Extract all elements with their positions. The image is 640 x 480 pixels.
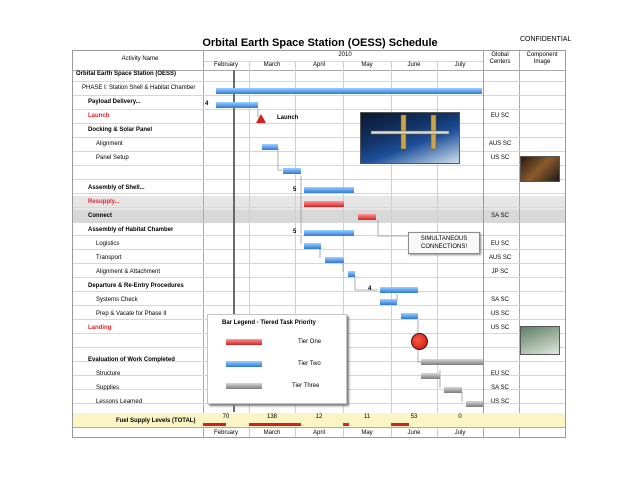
bar-assembly-shell bbox=[304, 187, 354, 193]
center-connect: SA SC bbox=[491, 213, 509, 219]
fuel-value-2: 12 bbox=[315, 414, 323, 420]
global-centers-header: Global Centers bbox=[489, 52, 511, 65]
center-panel-setup: US SC bbox=[490, 155, 510, 161]
bar-legend bbox=[207, 314, 347, 404]
legend-tier-three-label: Tier Three bbox=[292, 383, 320, 389]
legend-tier-two-swatch bbox=[226, 361, 262, 367]
count-habitat: 5 bbox=[293, 229, 297, 235]
center-structure: EU SC bbox=[490, 371, 510, 377]
center-prep-vacate: US SC bbox=[490, 311, 510, 317]
row-resupply: Resupply... bbox=[88, 199, 120, 205]
space-station-photo bbox=[360, 112, 460, 164]
fuel-level-bar-2 bbox=[295, 423, 301, 426]
component-image-header: Component Image bbox=[526, 52, 558, 65]
legend-tier-one-label: Tier One bbox=[298, 339, 322, 345]
center-transport: AUS SC bbox=[488, 255, 512, 261]
bar-logistics bbox=[304, 243, 321, 249]
launch-milestone-icon bbox=[256, 114, 266, 123]
row-payload-delivery: Payload Delivery... bbox=[88, 99, 141, 105]
fuel-level-bar-1 bbox=[249, 423, 295, 426]
bar-panel-setup bbox=[283, 168, 301, 174]
bar-supplies bbox=[444, 387, 462, 393]
row-assembly-shell: Assembly of Shell... bbox=[88, 185, 145, 191]
count-departure: 4 bbox=[368, 286, 372, 292]
month-february-top: February bbox=[213, 62, 238, 68]
bar-connect bbox=[358, 214, 376, 220]
page-title: Orbital Earth Space Station (OESS) Schedule bbox=[202, 37, 438, 49]
row-lessons-learned: Lessons Learned bbox=[96, 399, 143, 405]
row-supplies: Supplies bbox=[96, 385, 120, 391]
row-launch: Launch bbox=[88, 113, 110, 119]
month-june-top: June bbox=[407, 62, 421, 68]
bar-evaluation bbox=[421, 359, 483, 365]
fuel-value-4: 53 bbox=[410, 414, 418, 420]
row-docking: Docking & Solar Panel bbox=[88, 127, 153, 133]
center-landing: US SC bbox=[490, 325, 510, 331]
fuel-value-1: 138 bbox=[266, 414, 277, 420]
year-header: 2010 bbox=[338, 52, 352, 58]
row-evaluation: Evaluation of Work Completed bbox=[88, 357, 175, 363]
row-alignment-attachment: Alignment & Attachment bbox=[96, 269, 161, 275]
bar-payload-delivery bbox=[216, 102, 258, 108]
mission-patch-icon bbox=[411, 333, 428, 350]
legend-tier-three-swatch bbox=[226, 383, 262, 389]
fuel-level-bar-0 bbox=[203, 423, 226, 426]
month-may-top: May bbox=[361, 62, 373, 68]
row-oess: Orbital Earth Space Station (OESS) bbox=[76, 71, 177, 77]
month-march-bottom: March bbox=[263, 430, 281, 436]
row-logistics: Logistics bbox=[96, 241, 120, 247]
landing-site-photo bbox=[520, 326, 560, 355]
bar-phase-1 bbox=[216, 88, 482, 94]
center-systems-check: SA SC bbox=[491, 297, 509, 303]
space-station-drawing bbox=[361, 113, 459, 163]
center-alignment-attachment: JP SC bbox=[491, 269, 509, 275]
month-april-top: April bbox=[312, 62, 325, 68]
bar-resupply bbox=[304, 201, 344, 207]
fuel-level-bar-4 bbox=[391, 423, 409, 426]
legend-tier-one-swatch bbox=[226, 339, 262, 345]
month-march-top: March bbox=[263, 62, 281, 68]
center-alignment: AUS SC bbox=[488, 141, 512, 147]
fuel-value-3: 11 bbox=[363, 414, 371, 420]
month-july-bottom: July bbox=[454, 430, 466, 436]
row-connect: Connect bbox=[88, 213, 112, 219]
bar-transport bbox=[325, 257, 344, 263]
row-prep-vacate: Prep & Vacate for Phase II bbox=[96, 311, 167, 317]
row-alignment: Alignment bbox=[96, 141, 123, 147]
center-lessons: US SC bbox=[490, 399, 510, 405]
legend-tier-two-label: Tier Two bbox=[298, 361, 321, 367]
fuel-value-0: 70 bbox=[222, 414, 230, 420]
center-supplies: SA SC bbox=[491, 385, 509, 391]
callout-line-2: CONNECTIONS! bbox=[420, 244, 467, 250]
bar-structure bbox=[421, 373, 440, 379]
fuel-supply-label: Fuel Supply Levels (TOTAL) bbox=[116, 418, 196, 424]
month-april-bottom: April bbox=[312, 430, 325, 436]
row-panel-setup: Panel Setup bbox=[96, 155, 129, 161]
row-departure: Departure & Re-Entry Procedures bbox=[88, 283, 184, 289]
month-june-bottom: June bbox=[407, 430, 421, 436]
row-structure: Structure bbox=[96, 371, 121, 377]
center-launch: EU SC bbox=[490, 113, 510, 119]
solar-panel-photo bbox=[520, 156, 560, 182]
row-transport: Transport bbox=[96, 255, 122, 261]
count-shell: 5 bbox=[293, 187, 297, 193]
month-may-bottom: May bbox=[361, 430, 373, 436]
legend-title: Bar Legend - Tiered Task Priority bbox=[222, 320, 316, 326]
bar-lessons-learned bbox=[466, 401, 483, 407]
row-phase-1: PHASE I: Station Shell & Habitat Chamber bbox=[82, 85, 196, 91]
row-systems-check: Systems Check bbox=[96, 297, 138, 303]
simultaneous-callout bbox=[408, 232, 480, 254]
confidential-label: CONFIDENTIAL bbox=[520, 36, 572, 43]
fuel-value-5: 0 bbox=[458, 414, 462, 420]
bar-departure bbox=[380, 287, 418, 293]
fuel-level-bar-3 bbox=[343, 423, 349, 426]
callout-line-1: SIMULTANEOUS bbox=[420, 236, 468, 242]
bar-alignment bbox=[262, 144, 278, 150]
bar-alignment-attachment bbox=[348, 271, 355, 277]
count-payload: 4 bbox=[205, 101, 209, 107]
bar-prep-vacate bbox=[401, 313, 418, 319]
launch-milestone-label: Launch bbox=[277, 115, 299, 121]
row-landing: Landing bbox=[88, 325, 112, 331]
bar-assembly-habitat bbox=[304, 230, 354, 236]
bar-systems-check bbox=[380, 299, 397, 305]
center-logistics: EU SC bbox=[490, 241, 510, 247]
row-assembly-habitat: Assembly of Habitat Chamber bbox=[88, 227, 174, 233]
month-july-top: July bbox=[454, 62, 466, 68]
month-february-bottom: February bbox=[213, 430, 238, 436]
activity-name-header: Activity Name bbox=[121, 56, 159, 62]
